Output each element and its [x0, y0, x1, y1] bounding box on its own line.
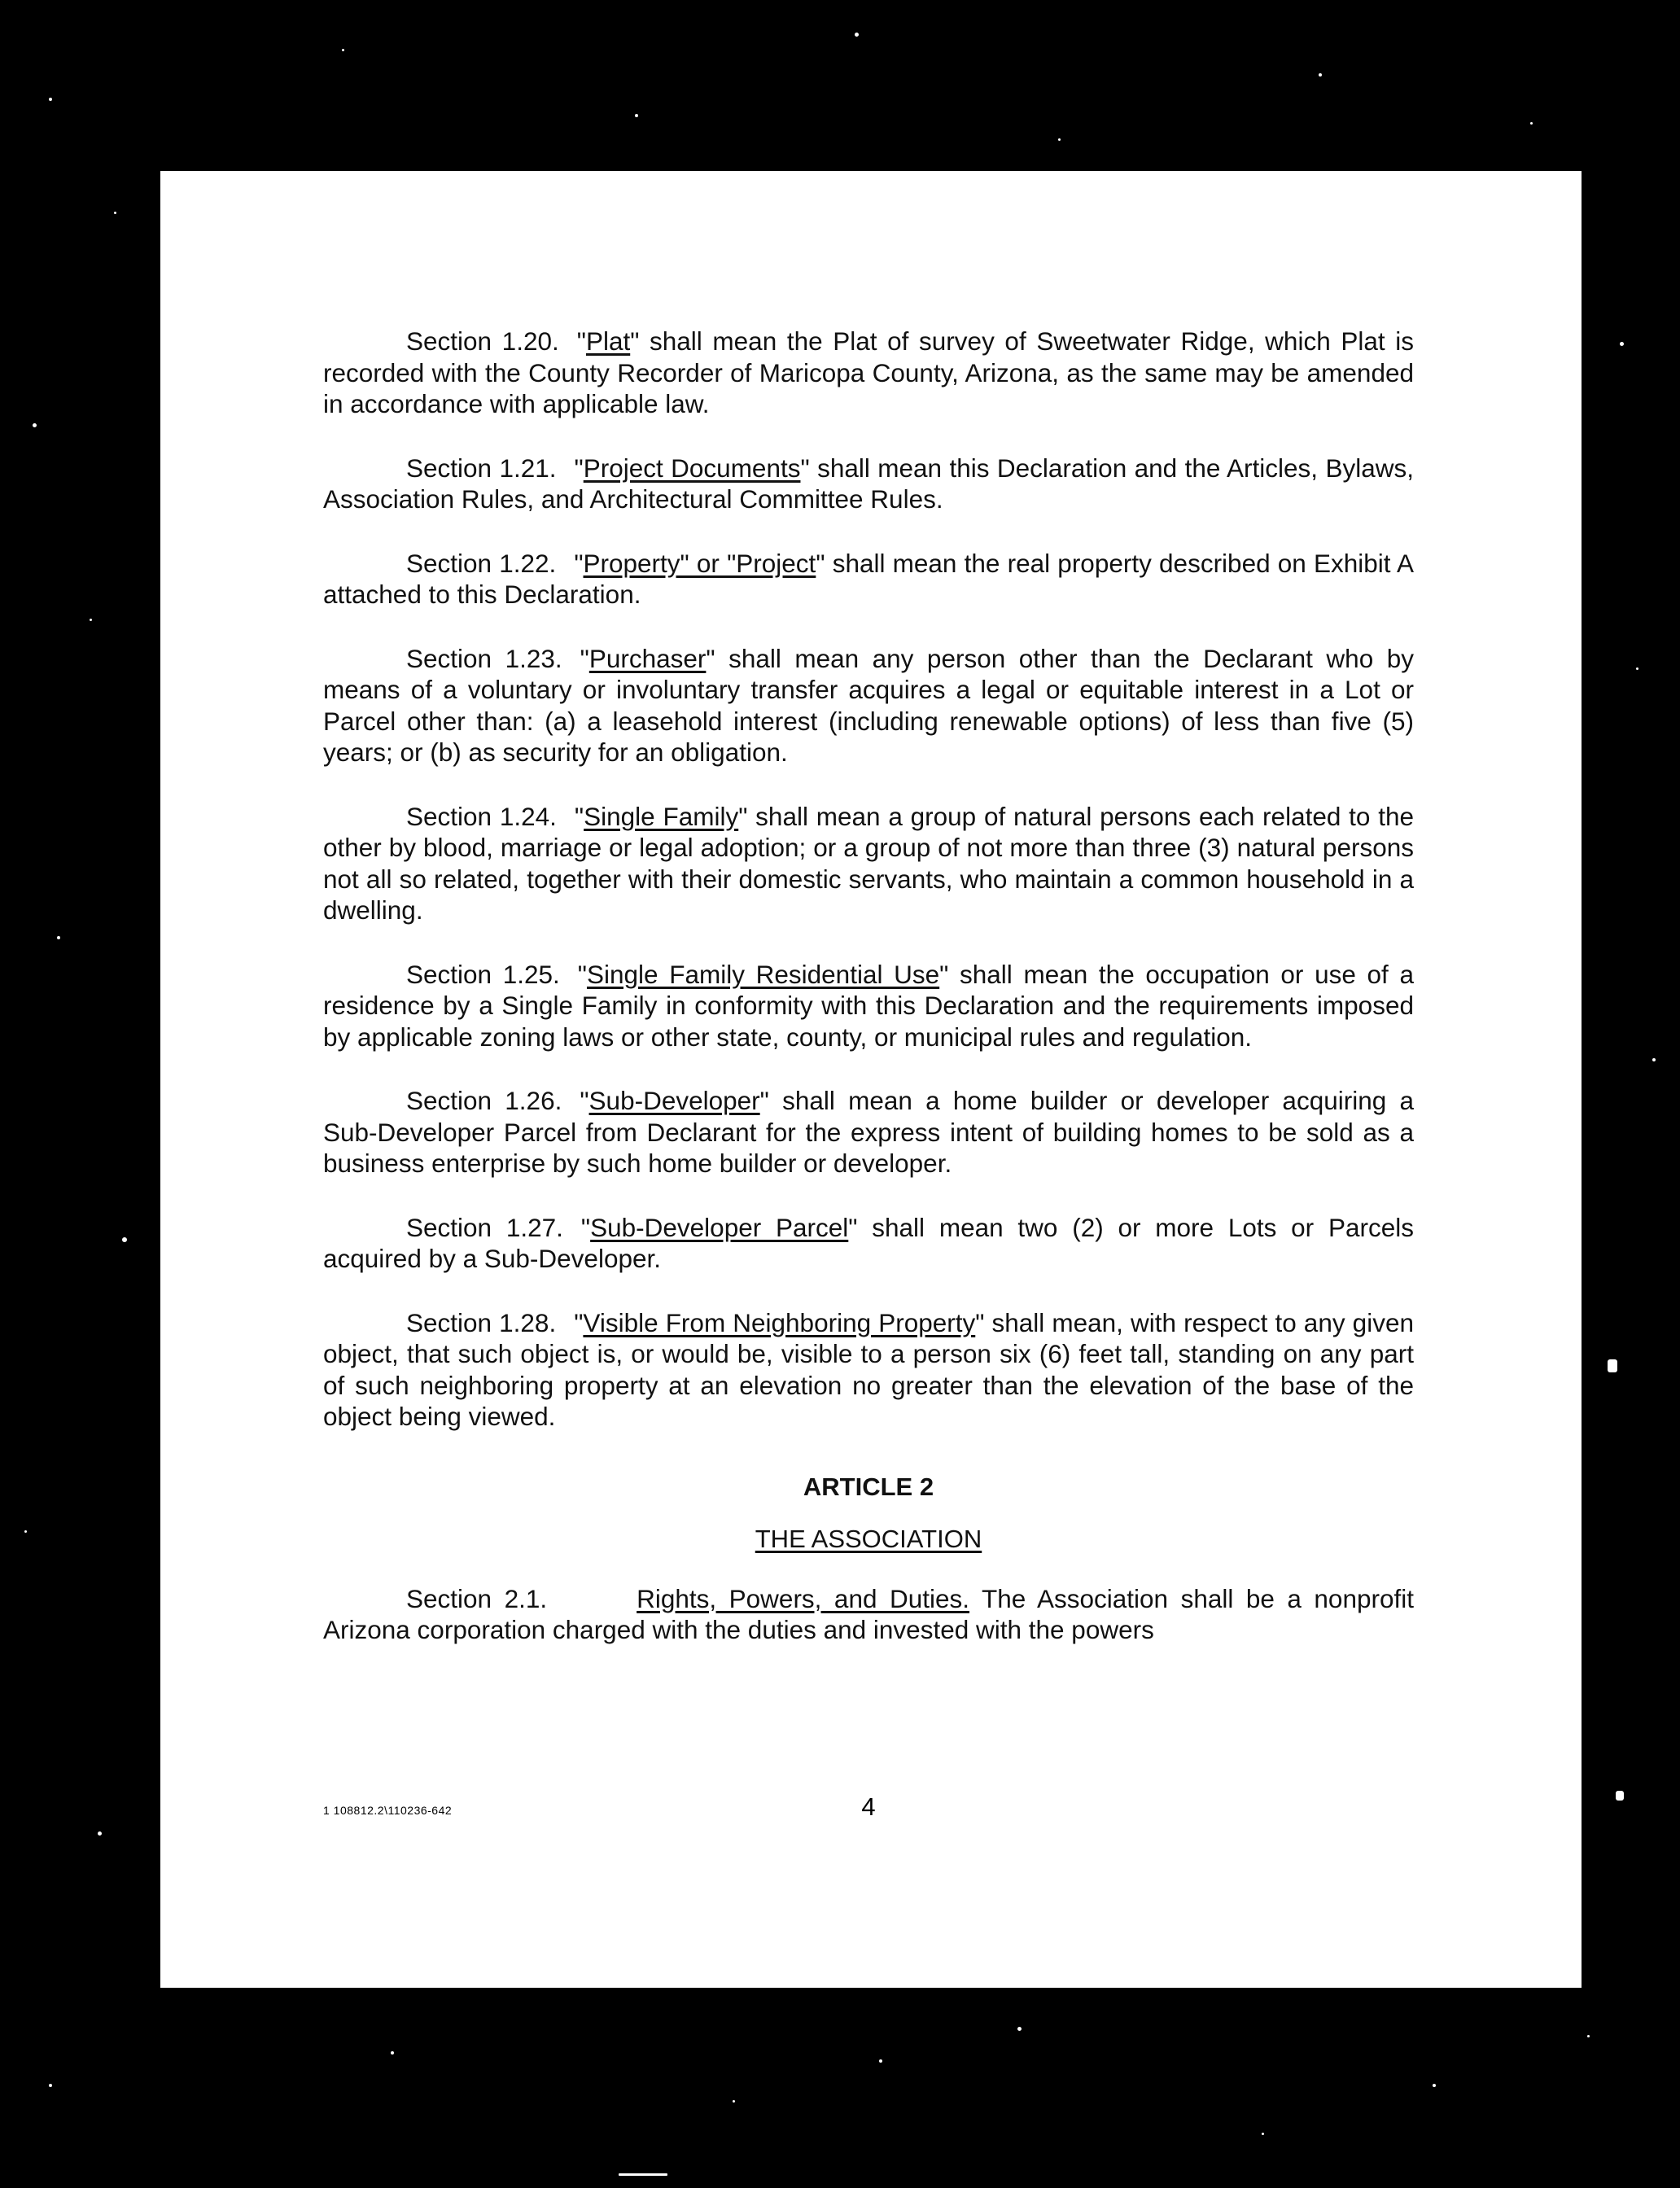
section-text: shall mean, with respect to any given object, that such object is, or would be, visible to a person six (6) feet tall, standing on any part of such neighboring property at an elevation no greater than the elevation of the base of the object being viewed. — [323, 1307, 1414, 1431]
section-text: shall mean a home builder or developer acquiring a Sub-Developer Parcel from Declarant for the express intent of building homes to be sold as a business enterprise by such home builder or developer. — [323, 1086, 1414, 1178]
page-number: 4 — [861, 1792, 876, 1821]
section-heading: Rights, Powers, and Duties. — [637, 1583, 970, 1613]
section-text: shall mean the Plat of survey of Sweetwater Ridge, which Plat is recorded with the County Recorder of Maricopa County, Arizona, as the same may be amended in accordance with applicable law. — [323, 326, 1414, 418]
section-1-21: Section 1.21. "Project Documents" shall mean this Declaration and the Articles, Bylaws, Association Rules, and Architectural Committee Rules. — [323, 453, 1414, 514]
section-text: shall mean the occupation or use of a residence by a Single Family in conformity with this Declaration and the requirements imposed by applicable zoning laws or other state, county, or municipal rules and regulation. — [323, 959, 1414, 1052]
defined-term: Purchaser — [588, 643, 707, 673]
section-number: Section 2.1. — [406, 1583, 548, 1613]
defined-term: Plat — [585, 326, 631, 356]
section-1-26: Section 1.26. "Sub-Developer" shall mean a home builder or developer acquiring a Sub-Developer Parcel from Declarant for the express intent of building homes to be sold as a business enterprise by such home builder or developer. — [323, 1086, 1414, 1178]
section-1-27: Section 1.27. "Sub-Developer Parcel" shall mean two (2) or more Lots or Parcels acquired by a Sub-Developer. — [323, 1212, 1414, 1273]
article-number: ARTICLE 2 — [803, 1472, 934, 1501]
section-number: Section 1.25. — [406, 959, 560, 989]
section-text: shall mean a group of natural persons each related to the other by blood, marriage or legal adoption; or a group of not more than three (3) natural persons not all so related, together with their domestic servants, who maintain a common household in a dwelling. — [323, 801, 1414, 925]
section-2-1 — [323, 1583, 1414, 1646]
document-page — [160, 171, 1582, 1988]
defined-term: Sub-Developer — [588, 1086, 760, 1115]
section-number: Section 1.24. — [406, 801, 557, 831]
page-footer — [323, 1792, 1414, 1825]
section-1-28: Section 1.28. "Visible From Neighboring Property" shall mean, with respect to any given object, that such object is, or would be, visible to a person six (6) feet tall, standing on any part of such neighboring property at an elevation no greater than the elevation of the base of the object being viewed. — [323, 1307, 1414, 1431]
section-text: shall mean any person other than the Declarant who by means of a voluntary or involuntary transfer acquires a legal or equitable interest in a Lot or Parcel other than: (a) a leasehold interest (including renewable options) of less than five (5) years; or (b) as security for an obligation. — [323, 643, 1414, 767]
defined-term: Property" or "Project — [583, 548, 816, 578]
defined-term: Single Family — [584, 801, 739, 831]
section-text: shall mean this Declaration and the Articles, Bylaws, Association Rules, and Architectural Committee Rules. — [323, 453, 1414, 514]
section-number: Section 1.20. — [406, 326, 559, 356]
section-number: Section 1.28. — [406, 1307, 557, 1337]
section-1-20: Section 1.20. "Plat" shall mean the Plat of survey of Sweetwater Ridge, which Plat is recorded with the County Recorder of Maricopa County, Arizona, as the same may be amended in accordance with applicable law. — [323, 326, 1414, 418]
section-number: Section 1.26. — [406, 1086, 562, 1115]
section-number: Section 1.23. — [406, 643, 562, 673]
section-1-22: Section 1.22. "Property" or "Project" shall mean the real property described on Exhibit A attached to this Declaration. — [323, 548, 1415, 609]
section-1-23: Section 1.23. "Purchaser" shall mean any person other than the Declarant who by means of a voluntary or involuntary transfer acquires a legal or equitable interest in a Lot or Parcel other than: (a) a leasehold interest (including renewable options) of less than five (5) years; or (b) as security for an obligation. — [323, 643, 1414, 767]
document-code: 1 108812.2\110236-642 — [323, 1804, 453, 1817]
section-1-25: Section 1.25. "Single Family Residential Use" shall mean the occupation or use of a residence by a Single Family in conformity with this Declaration and the requirements imposed by applicable zoning laws or other state, county, or municipal rules and regulation. — [323, 959, 1414, 1052]
section-number: Section 1.22. — [406, 548, 557, 578]
section-text: The Association shall be a nonprofit Arizona corporation charged with the duties and invested with the powers — [323, 1583, 1414, 1644]
section-text: shall mean the real property described on Exhibit A attached to this Declaration. — [323, 548, 1415, 609]
document-body — [323, 326, 1414, 1678]
section-1-24: Section 1.24. "Single Family" shall mean a group of natural persons each related to the other by blood, marriage or legal adoption; or a group of not more than three (3) natural persons not all so related, together with their domestic servants, who maintain a common household in a dwelling. — [323, 801, 1414, 925]
section-text: shall mean two (2) or more Lots or Parcels acquired by a Sub-Developer. — [323, 1212, 1414, 1273]
defined-term: Visible From Neighboring Property — [583, 1307, 976, 1337]
section-number: Section 1.27. — [406, 1212, 563, 1242]
section-number: Section 1.21. — [406, 453, 557, 483]
article-title: THE ASSOCIATION — [755, 1525, 982, 1553]
defined-term: Sub-Developer Parcel — [590, 1212, 849, 1242]
defined-term: Single Family Residential Use — [586, 959, 940, 989]
defined-term: Project Documents — [583, 453, 801, 483]
